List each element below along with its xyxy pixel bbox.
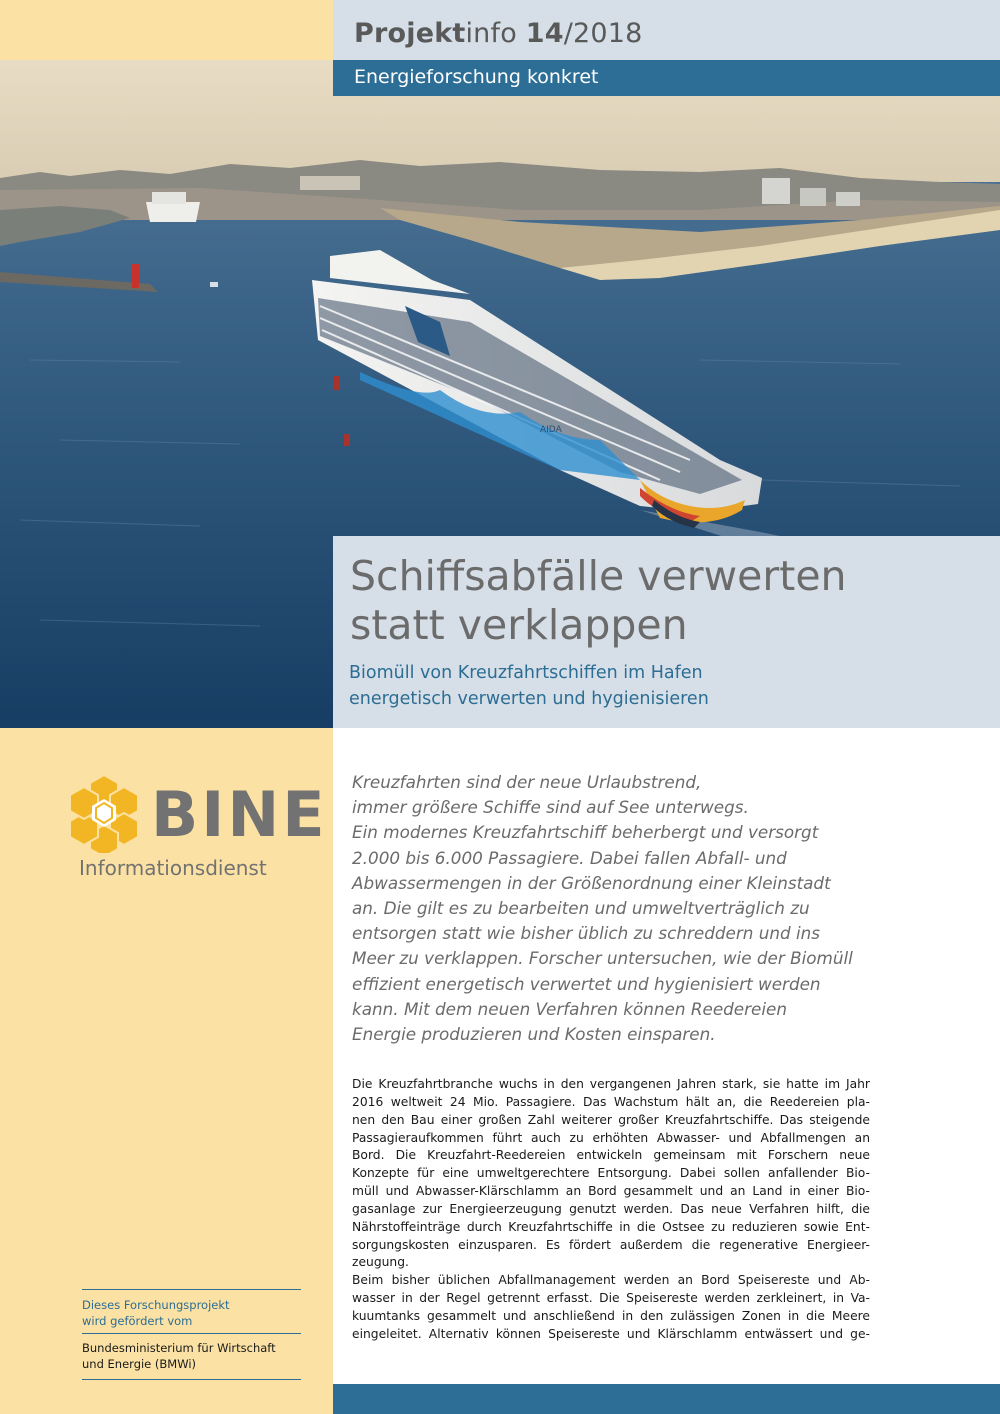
title-line-2: statt verklappen xyxy=(350,601,688,649)
body-line: gasanlage zur Energieerzeugung genutzt werden. Das neue Verfahren hilft, die xyxy=(352,1201,870,1216)
lede-line: effizient energetisch verwertet und hygienisiert werden xyxy=(352,973,821,994)
body-line: kuumtanks gesammelt und anschließend in den zulässigen Zonen in die Meere xyxy=(352,1308,870,1323)
body-line: 2016 weltweit 24 Mio. Passagiere. Das Wachstum hält an, die Reedereien pla- xyxy=(352,1094,870,1109)
lede-line: immer größere Schiffe sind auf See unterwegs. xyxy=(352,797,749,818)
body-line: Passagieraufkommen führt auch zu erhöhten Abwasser- und Abfallmengen an xyxy=(352,1130,870,1145)
body-line: Konzepte für eine umweltgerechtere Entsorgung. Dabei sollen anfallender Bio- xyxy=(352,1166,870,1181)
body-line: Die Kreuzfahrtbranche wuchs in den vergangenen Jahren stark, sie hatte im Jahr xyxy=(352,1077,870,1091)
body-line: Bord. Die Kreuzfahrt-Reedereien entwickeln gemeinsam mit Forschern neue xyxy=(352,1148,870,1163)
series-bold: Projekt xyxy=(354,18,466,49)
lede-line: kann. Mit dem neuen Verfahren können Reedereien xyxy=(352,998,787,1019)
body-line: wasser in der Regel getrennt erfasst. Die Speisereste werden zerkleinert, in Va- xyxy=(352,1291,870,1306)
subtitle-line-1: Biomüll von Kreuzfahrtschiffen im Hafen xyxy=(349,663,703,683)
header-cream-block xyxy=(0,0,333,60)
bine-logo-subtitle: Informationsdienst xyxy=(79,856,267,880)
funding-line-2: wird gefördert vom xyxy=(82,1314,193,1328)
series-label xyxy=(354,18,643,49)
body-line: eingeleitet. Alternativ können Speisereste und Klärschlamm entwässert und ge- xyxy=(352,1326,870,1341)
funding-line-3: Bundesministerium für Wirtschaft xyxy=(82,1341,276,1355)
lede-line: 2.000 bis 6.000 Passagiere. Dabei fallen Abfall- und xyxy=(352,847,787,868)
body-line: nen den Bau einer großen Zahl weiterer großer Kreuzfahrtschiffe. Das steigende xyxy=(352,1112,870,1127)
footer-bar xyxy=(333,1384,1000,1414)
subtitle-line-2: energetisch verwerten und hygienisieren xyxy=(349,689,709,709)
body-line: Nährstoffeinträge durch Kreuzfahrtschiffe in die Ostsee zu reduzieren sowie Ent- xyxy=(352,1219,870,1234)
body-text xyxy=(352,1076,870,1344)
funding-rule-middle xyxy=(82,1333,301,1334)
lede-line: Meer zu verklappen. Forscher untersuchen, wie der Biomüll xyxy=(352,948,853,969)
lede-line: an. Die gilt es zu bearbeiten und umweltverträglich zu xyxy=(352,898,810,919)
body-line: Beim bisher üblichen Abfallmanagement werden an Bord Speisereste und Ab- xyxy=(352,1273,870,1288)
ship-name-label: AIDA xyxy=(540,425,562,435)
lede-line: Kreuzfahrten sind der neue Urlaubstrend, xyxy=(352,772,702,792)
lede-paragraph xyxy=(352,770,872,1047)
funding-line-4: und Energie (BMWi) xyxy=(82,1357,197,1371)
funding-rule-bottom xyxy=(82,1379,301,1380)
body-line: zeugung. xyxy=(352,1255,409,1270)
lede-line: Abwassermengen in der Größenordnung einer Kleinstadt xyxy=(352,872,831,893)
series-light: info xyxy=(465,18,517,49)
lede-line: Energie produzieren und Kosten einsparen. xyxy=(352,1024,716,1045)
lede-line: entsorgen statt wie bisher üblich zu schreddern und ins xyxy=(352,923,821,944)
issue-number: 14 xyxy=(525,18,564,49)
body-line: müll und Abwasser-Klärschlamm an Bord gesammelt und an Land in einer Bio- xyxy=(352,1184,870,1199)
funding-rule-top xyxy=(82,1289,301,1290)
body-line: sorgungskosten einzusparen. Es fördert außerdem die regenerative Energieer- xyxy=(352,1237,870,1252)
issue-year: /2018 xyxy=(563,18,643,49)
subbar-label: Energieforschung konkret xyxy=(354,66,599,88)
funding-line-1: Dieses Forschungsprojekt xyxy=(82,1298,230,1312)
title-line-1: Schiffsabfälle verwerten xyxy=(350,552,847,600)
bine-hexagon-icon xyxy=(64,773,144,857)
bine-logo-word: BINE xyxy=(151,778,328,851)
lede-line: Ein modernes Kreuzfahrtschiff beherbergt und versorgt xyxy=(352,822,819,843)
